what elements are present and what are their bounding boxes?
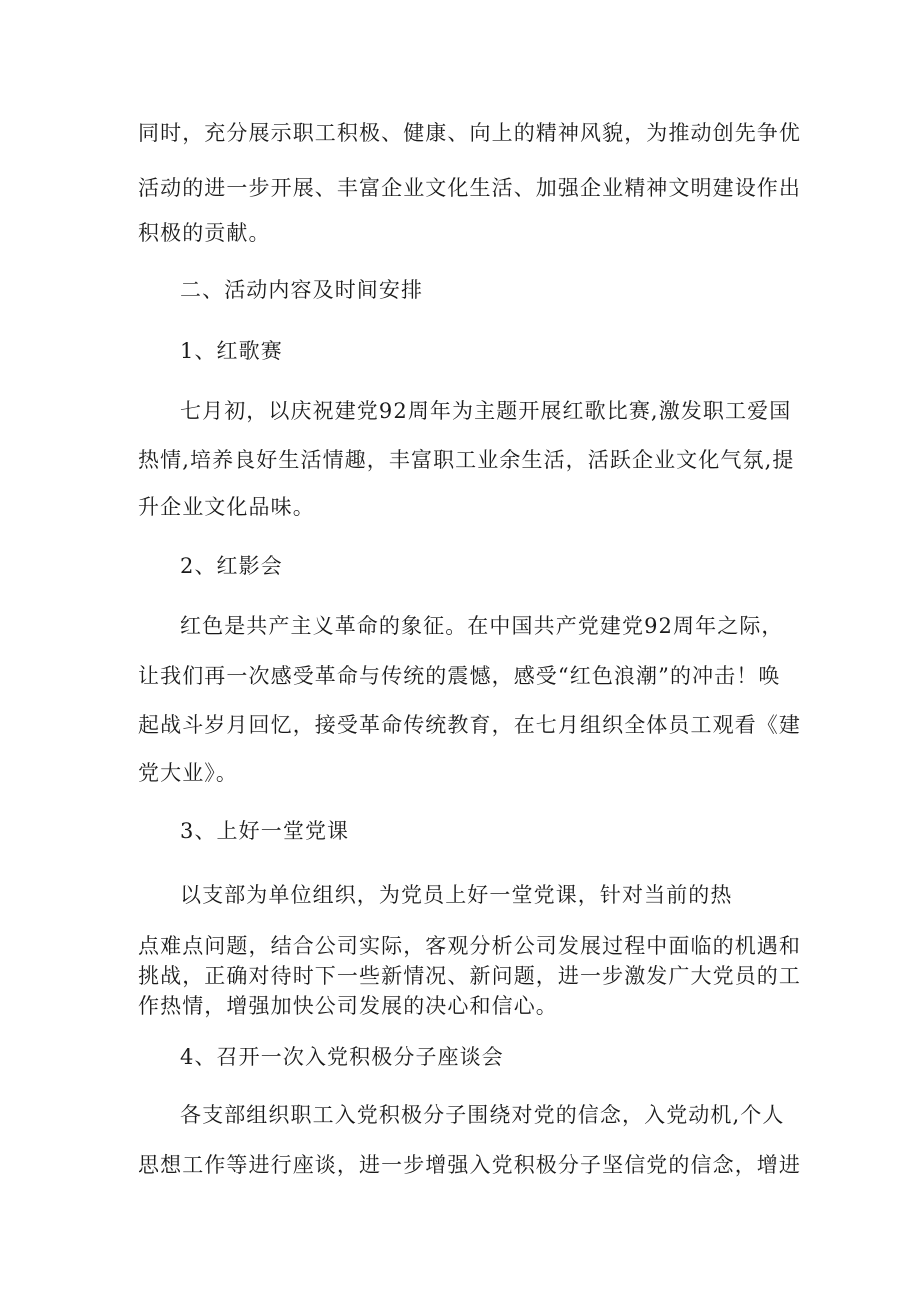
item3-heading: 3、上好一堂党课 <box>180 819 350 843</box>
intro-line-2: 活动的进一步开展、丰富企业文化生活、加强企业精神文明建设作出 <box>138 176 801 200</box>
item3-line-2: 点难点问题，结合公司实际，客观分析公司发展过程中面临的机遇和 <box>138 934 801 958</box>
item2-line-2: 让我们再一次感受革命与传统的震憾，感受“红色浪潮”的冲击！唤 <box>138 664 781 688</box>
item3-line-1: 以支部为单位组织，为党员上好一堂党课，针对当前的热 <box>180 883 733 907</box>
item1-line-2: 热情,培养良好生活情趣，丰富职工业余生活，活跃企业文化气氛,提 <box>138 448 795 472</box>
item4-line-1: 各支部组织职工入党积极分子围绕对党的信念，入党动机,个人 <box>180 1103 785 1127</box>
item3-line-3: 挑战，正确对待时下一些新情况、新问题，进一步激发广大党员的工 <box>138 964 801 988</box>
item2-line-4: 党大业》。 <box>138 761 238 785</box>
item1-line-3: 升企业文化品味。 <box>138 495 315 519</box>
item4-line-2: 思想工作等进行座谈，进一步增强入党积极分子坚信党的信念，增进 <box>138 1153 801 1177</box>
item1-line-1: 七月初，以庆祝建党92周年为主题开展红歌比赛,激发职工爱国 <box>180 399 792 423</box>
item2-line-1: 红色是共产主义革命的象征。在中国共产党建党92周年之际， <box>180 614 784 638</box>
item2-heading: 2、红影会 <box>180 554 283 578</box>
item3-line-4: 作热情，增强加快公司发展的决心和信心。 <box>138 994 558 1018</box>
item2-line-3: 起战斗岁月回忆，接受革命传统教育，在七月组织全体员工观看《建 <box>138 713 801 737</box>
item1-heading: 1、红歌赛 <box>180 339 283 363</box>
item4-heading: 4、召开一次入党积极分子座谈会 <box>180 1045 504 1069</box>
intro-line-3: 积极的贡献。 <box>138 221 271 245</box>
section-heading: 二、活动内容及时间安排 <box>180 278 424 302</box>
intro-line-1: 同时，充分展示职工积极、健康、向上的精神风貌，为推动创先争优 <box>138 121 801 145</box>
